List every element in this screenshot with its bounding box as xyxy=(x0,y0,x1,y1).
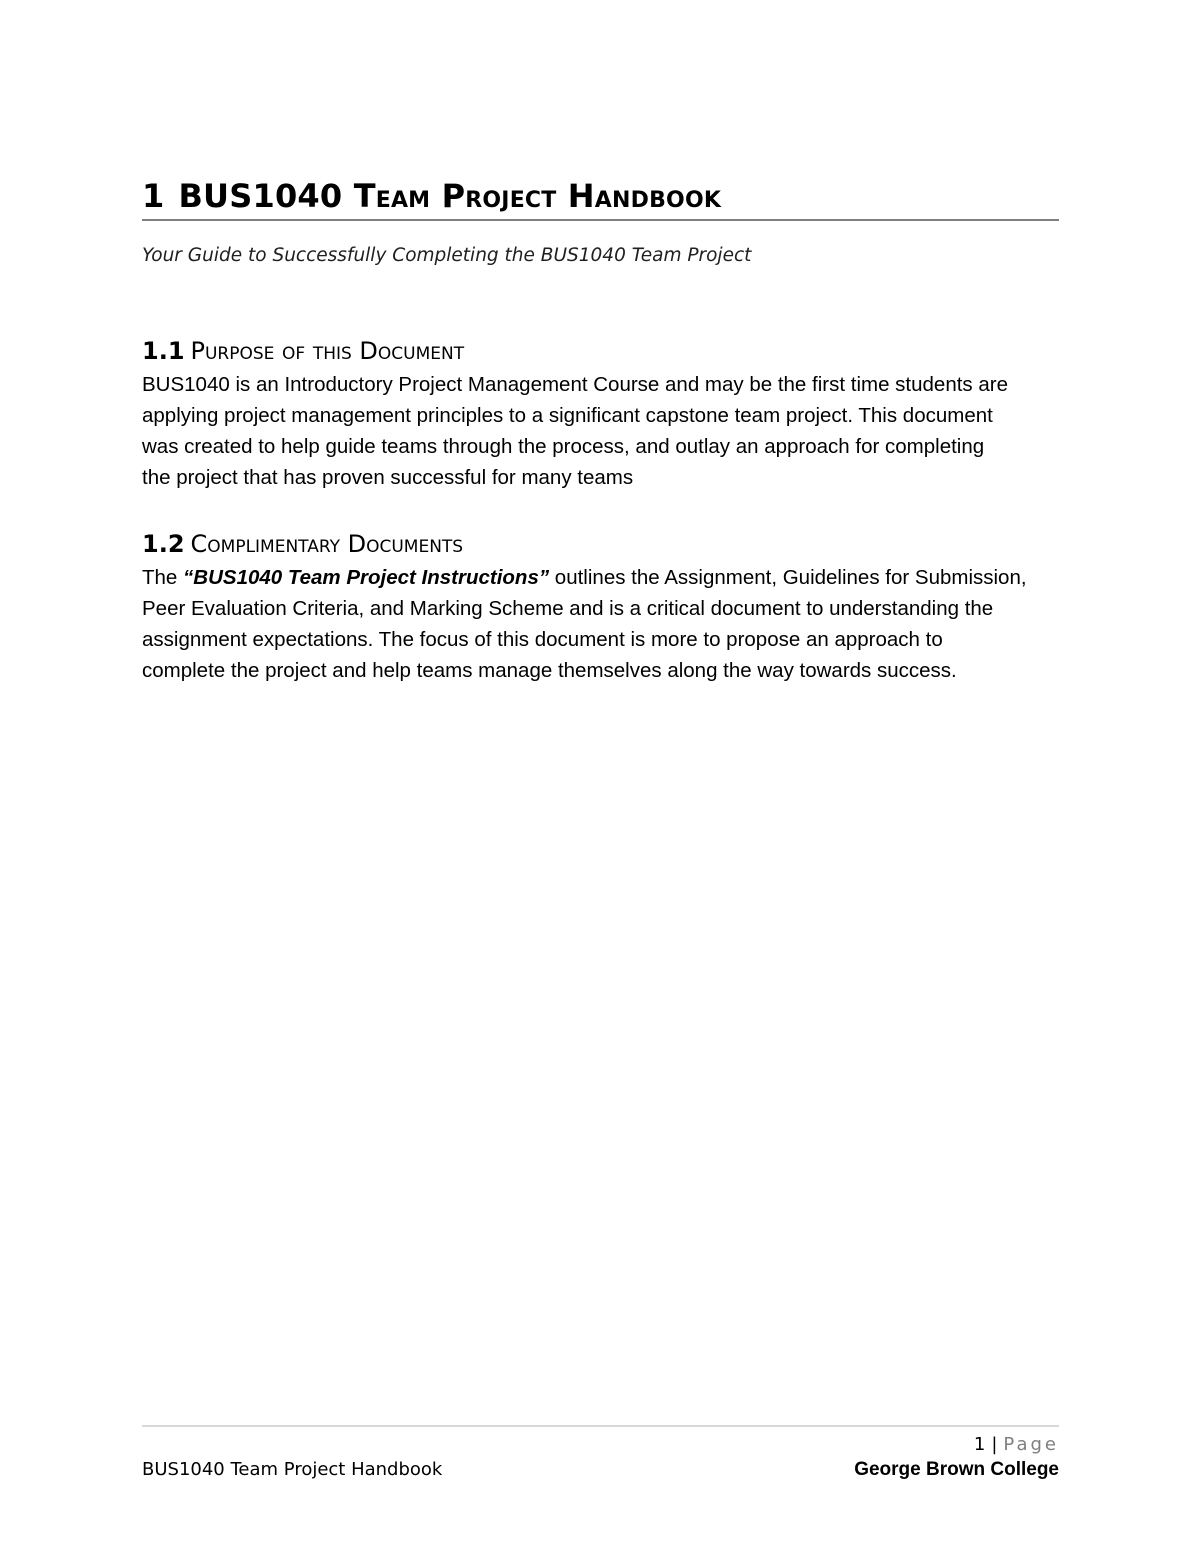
purpose-line: applying project management principles to a significant capstone team project. This document xyxy=(142,404,993,427)
complimentary-line: Peer Evaluation Criteria, and Marking Scheme and is a critical document to understanding the xyxy=(142,597,994,620)
purpose-line: was created to help guide teams through the process, and outlay an approach for completing xyxy=(142,435,985,458)
heading-1-underline xyxy=(142,219,1059,221)
heading-purpose xyxy=(142,336,1059,366)
footer-document-title: BUS1040 Team Project Handbook xyxy=(142,1459,443,1480)
document-page xyxy=(142,0,1059,1553)
purpose-line: the project that has proven successful for many teams xyxy=(142,466,634,489)
complimentary-suffix: outlines the Assignment, Guidelines for Submission, xyxy=(549,566,1027,589)
heading-1-text: BUS1040 Team Project Handbook xyxy=(178,177,722,215)
heading-purpose-number: 1.1 xyxy=(142,337,185,365)
complimentary-paragraph xyxy=(142,562,1072,686)
page-number-value: 1 xyxy=(973,1434,986,1455)
footer-institution: George Brown College xyxy=(854,1459,1059,1480)
complimentary-line: complete the project and help teams manage themselves along the way towards success. xyxy=(142,659,957,682)
heading-1-number: 1 xyxy=(142,177,165,215)
heading-1 xyxy=(142,176,1059,216)
page-number xyxy=(974,1432,1059,1458)
complimentary-prefix: The xyxy=(142,566,184,589)
footer-divider xyxy=(142,1425,1059,1427)
instructions-document-title: “BUS1040 Team Project Instructions” xyxy=(183,566,550,589)
purpose-paragraph xyxy=(142,369,1072,493)
complimentary-line xyxy=(142,562,1072,593)
purpose-line: BUS1040 is an Introductory Project Management Course and may be the first time students are xyxy=(142,373,1008,396)
complimentary-line: assignment expectations. The focus of this document is more to propose an approach to xyxy=(142,628,943,651)
page-word: Page xyxy=(1003,1434,1059,1455)
heading-complimentary-number: 1.2 xyxy=(142,530,185,558)
heading-purpose-title: Purpose of this Document xyxy=(190,337,465,365)
document-subtitle: Your Guide to Successfully Completing the BUS1040 Team Project xyxy=(142,245,752,266)
page-number-separator: | xyxy=(991,1434,998,1455)
heading-complimentary-title: Complimentary Documents xyxy=(190,530,464,558)
heading-complimentary xyxy=(142,529,1059,559)
